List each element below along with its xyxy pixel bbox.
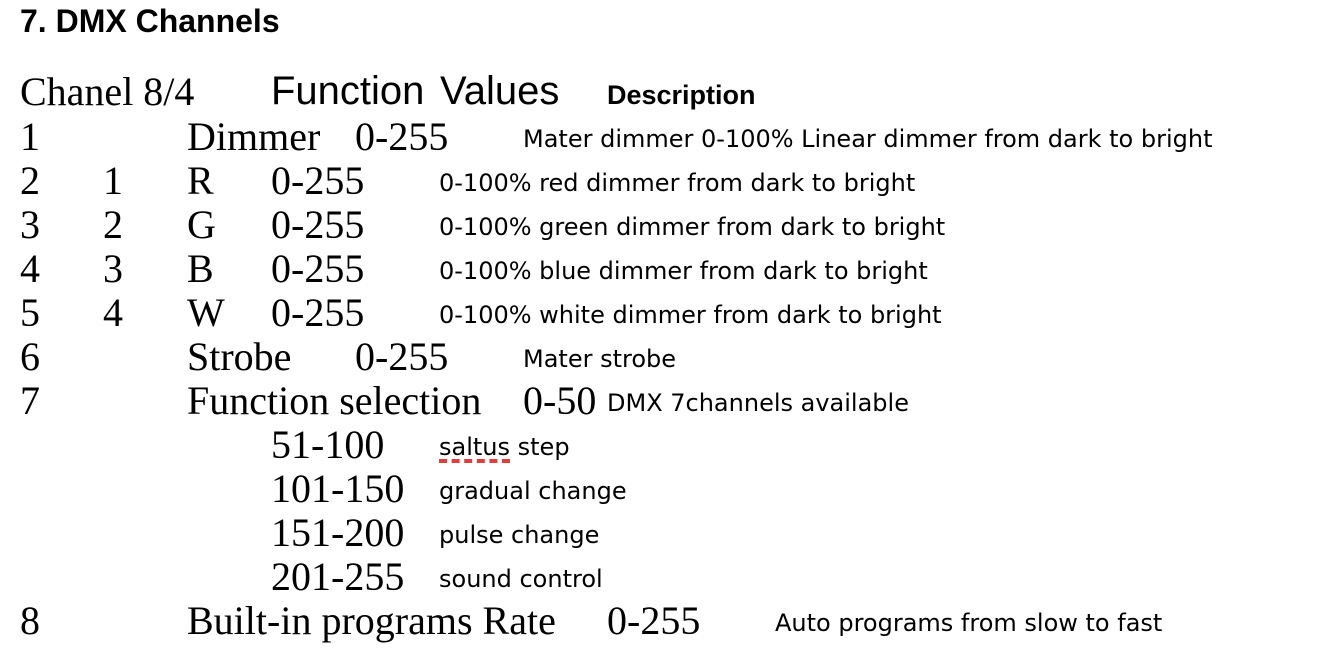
row-5-description: 0-100% white dimmer from dark to bright [439, 301, 942, 329]
row-2-ch8: 2 [20, 158, 40, 203]
row-4-function: B [187, 246, 214, 291]
row-4-ch4: 3 [103, 246, 123, 291]
header-description: Description [607, 80, 756, 110]
sub-row-3-description: pulse change [439, 521, 600, 549]
row-5-value: 0-255 [271, 290, 365, 335]
header-function: Function [271, 69, 425, 113]
row-5-ch4: 4 [103, 290, 123, 335]
header-values: Values [440, 69, 560, 113]
row-4-description: 0-100% blue dimmer from dark to bright [439, 257, 928, 285]
row-8-ch8: 8 [20, 598, 40, 643]
sub-row-1-description-rest: step [510, 433, 570, 461]
row-4-value: 0-255 [271, 246, 365, 291]
row-5-ch8: 5 [20, 290, 40, 335]
row-7-ch8: 7 [20, 378, 40, 423]
row-4-ch8: 4 [20, 246, 40, 291]
row-7-value: 0-50 [523, 378, 597, 423]
row-8-description: Auto programs from slow to fast [775, 609, 1163, 637]
sub-row-1-description [439, 435, 570, 459]
row-7-function: Function selection [187, 378, 482, 423]
row-8-value: 0-255 [607, 598, 701, 643]
sub-row-4-value: 201-255 [271, 554, 405, 599]
row-6-value: 0-255 [355, 334, 449, 379]
row-5-function: W [187, 290, 225, 335]
sub-row-2-value: 101-150 [271, 466, 405, 511]
row-7-description: DMX 7channels available [607, 389, 909, 417]
sub-row-3-value: 151-200 [271, 510, 405, 555]
row-1-function: Dimmer [187, 114, 321, 159]
sub-row-1-value: 51-100 [271, 422, 385, 467]
row-1-description: Mater dimmer 0-100% Linear dimmer from dark to bright [523, 125, 1213, 153]
row-2-description: 0-100% red dimmer from dark to bright [439, 169, 916, 197]
row-8-function: Built-in programs Rate [187, 598, 556, 643]
row-6-description: Mater strobe [523, 345, 677, 373]
row-1-ch8: 1 [20, 114, 40, 159]
row-3-ch4: 2 [103, 202, 123, 247]
row-2-value: 0-255 [271, 158, 365, 203]
sub-row-2-description: gradual change [439, 477, 627, 505]
row-3-description: 0-100% green dimmer from dark to bright [439, 213, 946, 241]
row-3-value: 0-255 [271, 202, 365, 247]
row-6-ch8: 6 [20, 334, 40, 379]
row-3-ch8: 3 [20, 202, 40, 247]
page-title: 7. DMX Channels [20, 3, 280, 39]
row-2-ch4: 1 [103, 158, 123, 203]
row-6-function: Strobe [187, 334, 292, 379]
row-1-value: 0-255 [355, 114, 449, 159]
misspelled-word[interactable]: saltus [439, 433, 511, 461]
sub-row-4-description: sound control [439, 565, 603, 593]
header-channel: Chanel 8/4 [20, 69, 195, 114]
row-2-function: R [187, 158, 214, 203]
row-3-function: G [187, 202, 216, 247]
